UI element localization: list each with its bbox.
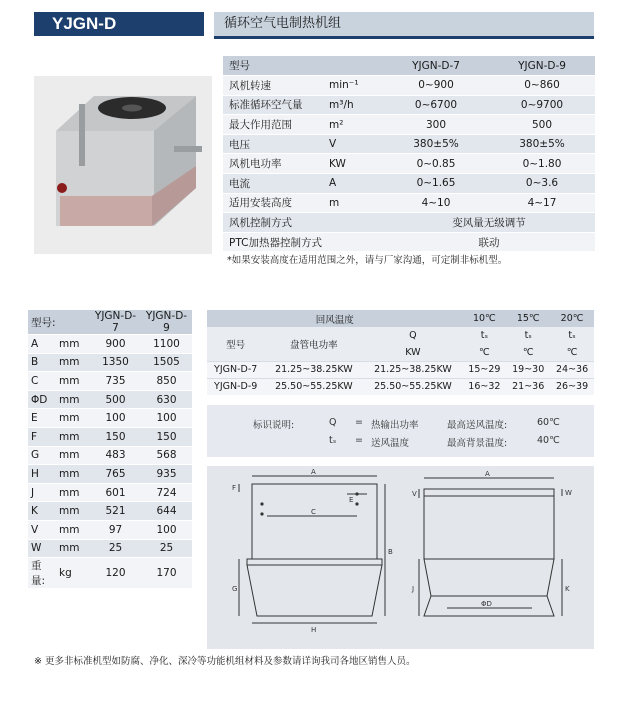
col-model: 型号 bbox=[207, 327, 264, 361]
spec-header-d7: YJGN-D-7 bbox=[383, 56, 489, 76]
col-ts-20: tₛ bbox=[550, 327, 594, 344]
dim-value-d7: 25 bbox=[90, 539, 141, 558]
dim-unit: mm bbox=[56, 353, 90, 372]
footer-note: ※ 更多非标准机型如防腐、净化、深冷等功能机组材料及参数请详询我司各地区销售人员。 bbox=[34, 656, 416, 667]
legend-q-desc: 热输出功率 bbox=[371, 420, 419, 431]
dim-row bbox=[28, 353, 192, 372]
dim-value-d7: 150 bbox=[90, 427, 141, 446]
dim-value-d9: 630 bbox=[141, 390, 192, 409]
dim-value-d9: 1505 bbox=[141, 353, 192, 372]
max-supply-label: 最高送风温度: bbox=[447, 420, 508, 431]
dim-row bbox=[28, 502, 192, 521]
temp-10: 10℃ bbox=[462, 310, 506, 327]
drawing-label-c: C bbox=[311, 508, 316, 516]
dim-unit: mm bbox=[56, 483, 90, 502]
dim-unit: mm bbox=[56, 520, 90, 539]
dim-value-d7: 521 bbox=[90, 502, 141, 521]
dim-unit: mm bbox=[56, 409, 90, 428]
spec-row bbox=[223, 134, 595, 154]
heat-t15: 21~36 bbox=[506, 378, 550, 395]
heat-model: YJGN-D-9 bbox=[207, 378, 264, 395]
heat-q: 21.25~38.25KW bbox=[363, 361, 462, 378]
spec-value-d9: 0~3.6 bbox=[489, 174, 595, 194]
spec-row bbox=[223, 174, 595, 194]
dim-label: C bbox=[28, 372, 56, 391]
spec-unit: V bbox=[323, 134, 383, 154]
spec-row bbox=[223, 76, 595, 96]
spec-unit: m² bbox=[323, 115, 383, 135]
heating-row bbox=[207, 378, 594, 395]
heat-model: YJGN-D-7 bbox=[207, 361, 264, 378]
dim-header-d7: YJGN-D-7 bbox=[90, 310, 141, 335]
dim-value-d9: 100 bbox=[141, 520, 192, 539]
dim-value-d9: 100 bbox=[141, 409, 192, 428]
return-air-label: 回风温度 bbox=[207, 310, 462, 327]
dimension-table bbox=[28, 310, 192, 589]
spec-row bbox=[223, 115, 595, 135]
heat-t15: 19~30 bbox=[506, 361, 550, 378]
dim-label: J bbox=[28, 483, 56, 502]
dim-row bbox=[28, 390, 192, 409]
spec-value-d9: 500 bbox=[489, 115, 595, 135]
spec-name: 最大作用范围 bbox=[223, 115, 323, 135]
drawing-label-v: V bbox=[412, 490, 417, 498]
spec-unit: KW bbox=[323, 154, 383, 174]
dim-label: B bbox=[28, 353, 56, 372]
dim-value-d7: 765 bbox=[90, 465, 141, 484]
max-bg-value: 40℃ bbox=[537, 435, 560, 446]
spec-name: 电压 bbox=[223, 134, 323, 154]
dim-row bbox=[28, 427, 192, 446]
model-badge: YJGN-D bbox=[34, 12, 204, 36]
dim-row bbox=[28, 558, 192, 589]
dim-value-d9: 935 bbox=[141, 465, 192, 484]
dim-unit: mm bbox=[56, 390, 90, 409]
drawing-label-g: G bbox=[232, 585, 238, 593]
col-ts-unit-20: ℃ bbox=[550, 344, 594, 361]
spec-value-d7: 0~6700 bbox=[383, 95, 489, 115]
spec-table bbox=[223, 56, 595, 252]
dim-value-d7: 1350 bbox=[90, 353, 141, 372]
dim-label: E bbox=[28, 409, 56, 428]
spec-name: 风机电功率 bbox=[223, 154, 323, 174]
dimension-drawing bbox=[207, 466, 594, 649]
col-ts-10: tₛ bbox=[462, 327, 506, 344]
heat-t10: 16~32 bbox=[462, 378, 506, 395]
dim-row bbox=[28, 483, 192, 502]
dim-value-d7: 601 bbox=[90, 483, 141, 502]
spec-note: *如果安装高度在适用范围之外，请与厂家沟通，可定制非标机型。 bbox=[227, 255, 508, 266]
drawing-label-b: B bbox=[388, 548, 393, 556]
dim-unit: mm bbox=[56, 465, 90, 484]
drawing-label-k: K bbox=[565, 585, 570, 593]
spec-header-unit bbox=[323, 56, 383, 76]
dim-header-d9: YJGN-D-9 bbox=[141, 310, 192, 335]
dim-row bbox=[28, 539, 192, 558]
spec-header-d9: YJGN-D-9 bbox=[489, 56, 595, 76]
dim-value-d7: 900 bbox=[90, 335, 141, 354]
col-q: Q bbox=[363, 327, 462, 344]
dim-value-d9: 568 bbox=[141, 446, 192, 465]
dim-value-d7: 500 bbox=[90, 390, 141, 409]
spec-row bbox=[223, 213, 595, 233]
heating-row bbox=[207, 361, 594, 378]
dim-label: W bbox=[28, 539, 56, 558]
heat-t20: 26~39 bbox=[550, 378, 594, 395]
dim-unit: mm bbox=[56, 446, 90, 465]
heat-t10: 15~29 bbox=[462, 361, 506, 378]
spec-value-d7: 0~0.85 bbox=[383, 154, 489, 174]
dim-unit: mm bbox=[56, 335, 90, 354]
dim-value-d9: 1100 bbox=[141, 335, 192, 354]
spec-value-d9: 0~1.80 bbox=[489, 154, 595, 174]
dim-label: 重量: bbox=[28, 558, 56, 589]
dim-label: G bbox=[28, 446, 56, 465]
legend-q-eq: = bbox=[355, 417, 363, 428]
col-ts-15: tₛ bbox=[506, 327, 550, 344]
heat-power: 21.25~38.25KW bbox=[264, 361, 363, 378]
heat-t20: 24~36 bbox=[550, 361, 594, 378]
spec-unit: A bbox=[323, 174, 383, 194]
col-power: 盘管电功率 bbox=[264, 327, 363, 361]
legend-t-desc: 送风温度 bbox=[371, 438, 410, 449]
spec-name: 风机转速 bbox=[223, 76, 323, 96]
spec-value-d9: 380±5% bbox=[489, 134, 595, 154]
spec-name: PTC加热器控制方式 bbox=[223, 232, 383, 252]
drawing-label-a-left: A bbox=[311, 468, 316, 476]
legend-q-symbol: Q bbox=[329, 417, 337, 428]
dim-value-d9: 25 bbox=[141, 539, 192, 558]
spec-value-d9: 4~17 bbox=[489, 193, 595, 213]
dim-unit: kg bbox=[56, 558, 90, 589]
dim-label: A bbox=[28, 335, 56, 354]
spec-unit: m³/h bbox=[323, 95, 383, 115]
spec-unit: m bbox=[323, 193, 383, 213]
legend-box bbox=[207, 405, 594, 457]
dim-value-d9: 150 bbox=[141, 427, 192, 446]
col-ts-unit-10: ℃ bbox=[462, 344, 506, 361]
drawing-label-e: E bbox=[349, 496, 354, 504]
spec-row bbox=[223, 154, 595, 174]
spec-unit: min⁻¹ bbox=[323, 76, 383, 96]
dim-label: ΦD bbox=[28, 390, 56, 409]
dim-label: H bbox=[28, 465, 56, 484]
spec-value-d7: 4~10 bbox=[383, 193, 489, 213]
spec-row bbox=[223, 193, 595, 213]
drawing-label-j: J bbox=[412, 585, 415, 593]
spec-row bbox=[223, 95, 595, 115]
dim-row bbox=[28, 409, 192, 428]
drawing-label-h: H bbox=[311, 626, 317, 634]
spec-name: 标准循环空气量 bbox=[223, 95, 323, 115]
heating-table bbox=[207, 310, 594, 395]
dim-value-d9: 644 bbox=[141, 502, 192, 521]
dim-row bbox=[28, 465, 192, 484]
drawing-label-w: W bbox=[565, 489, 572, 497]
spec-value-d7: 0~900 bbox=[383, 76, 489, 96]
dim-value-d7: 483 bbox=[90, 446, 141, 465]
spec-value-d7: 300 bbox=[383, 115, 489, 135]
max-bg-label: 最高背景温度: bbox=[447, 438, 508, 449]
dim-row bbox=[28, 372, 192, 391]
spec-name: 风机控制方式 bbox=[223, 213, 383, 233]
drawing-label-d: ΦD bbox=[481, 600, 492, 608]
legend-title: 标识说明: bbox=[253, 420, 295, 431]
dim-row bbox=[28, 446, 192, 465]
dim-row bbox=[28, 335, 192, 354]
dim-value-d9: 170 bbox=[141, 558, 192, 589]
spec-value-d7: 380±5% bbox=[383, 134, 489, 154]
drawing-label-a-right: A bbox=[485, 470, 490, 478]
max-supply-value: 60℃ bbox=[537, 417, 560, 428]
heat-power: 25.50~55.25KW bbox=[264, 378, 363, 395]
spec-row bbox=[223, 232, 595, 252]
dim-value-d7: 100 bbox=[90, 409, 141, 428]
spec-value-d7: 0~1.65 bbox=[383, 174, 489, 194]
dim-label: V bbox=[28, 520, 56, 539]
spec-value-d9: 0~9700 bbox=[489, 95, 595, 115]
legend-t-symbol: tₛ bbox=[329, 435, 337, 446]
product-photo bbox=[34, 76, 212, 254]
temp-15: 15℃ bbox=[506, 310, 550, 327]
spec-header-model: 型号 bbox=[223, 56, 323, 76]
temp-20: 20℃ bbox=[550, 310, 594, 327]
dim-value-d7: 97 bbox=[90, 520, 141, 539]
legend-t-eq: = bbox=[355, 435, 363, 446]
dim-header-model: 型号: bbox=[28, 310, 90, 335]
spec-value-merged: 变风量无级调节 bbox=[383, 213, 595, 233]
dim-row bbox=[28, 520, 192, 539]
drawing-label-f: F bbox=[232, 484, 237, 492]
dim-label: K bbox=[28, 502, 56, 521]
dim-value-d7: 735 bbox=[90, 372, 141, 391]
dim-label: F bbox=[28, 427, 56, 446]
col-q-unit: KW bbox=[363, 344, 462, 361]
title-divider bbox=[214, 36, 594, 39]
dim-unit: mm bbox=[56, 539, 90, 558]
dim-unit: mm bbox=[56, 372, 90, 391]
spec-name: 电流 bbox=[223, 174, 323, 194]
dim-unit: mm bbox=[56, 502, 90, 521]
spec-value-merged: 联动 bbox=[383, 232, 595, 252]
spec-value-d9: 0~860 bbox=[489, 76, 595, 96]
col-ts-unit-15: ℃ bbox=[506, 344, 550, 361]
dim-value-d9: 724 bbox=[141, 483, 192, 502]
page-title: 循环空气电制热机组 bbox=[214, 12, 594, 36]
dim-value-d7: 120 bbox=[90, 558, 141, 589]
dim-unit: mm bbox=[56, 427, 90, 446]
heat-q: 25.50~55.25KW bbox=[363, 378, 462, 395]
spec-name: 适用安装高度 bbox=[223, 193, 323, 213]
dim-value-d9: 850 bbox=[141, 372, 192, 391]
